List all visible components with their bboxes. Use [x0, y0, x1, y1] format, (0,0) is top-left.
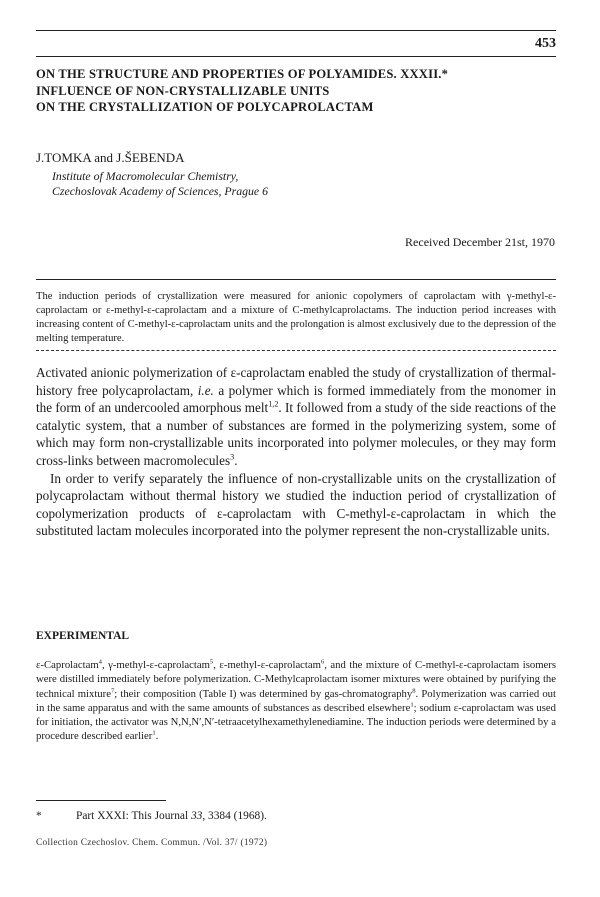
section-heading-experimental: EXPERIMENTAL: [36, 630, 130, 642]
footnote-rule: [36, 800, 166, 801]
authors: J.TOMKA and J.ŠEBENDA: [36, 150, 185, 165]
article-title: [36, 66, 566, 116]
body-paragraph-2: In order to verify separately the influence of non-crystallizable units on the crystallization of polycaprolactam without thermal history we studied the induction period of crystallization of copolymerization products of ε-caprolactam with C-methyl-ε-caprolactam in which the substituted lactam molecules incorporated into the polymer represent the non-crystallizable units.: [36, 470, 556, 539]
header-rule: [36, 30, 556, 31]
affiliation-line-1: Institute of Macromolecular Chemistry,: [52, 169, 239, 183]
affiliation: [52, 169, 268, 199]
page-number: 453: [535, 36, 556, 51]
abstract: The induction periods of crystallization were measured for anionic copolymers of caprolactam with γ-methyl-ε-caprolactam or ε-methyl-ε-caprolactam and a mixture of C-methylcaprolactams. The induction period increases with increasing content of C-methyl-ε-caprolactam units and the prolongation is almost exclusively due to the depression of the melting temperature.: [36, 291, 556, 344]
journal-footer: Collection Czechoslov. Chem. Commun. /Vol. 37/ (1972): [36, 838, 268, 848]
experimental-paragraph: ε-Caprolactam$^4$, γ-methyl-ε-caprolactam$^5$, ε-methyl-ε-caprolactam$^6$, and the mixture of C-methyl-ε-caprolactam isomers were distilled immediately before polymerization. C-Methylcaprolactam isomer mixtures were obtained by purifying the technical mixture$^7$; their composition (Table I) was determined by gas-chromatography$^8$. Polymerization was carried out in the same apparatus and with the same amounts of substances as described elsewhere$^1$; sodium ε-caprolactam was used for initiation, the activator was N,N,N′,N′-tetraacetylhexamethylenediamine. The induction periods were determined by a procedure described earlier$^1$.: [36, 658, 556, 743]
footnote-mark: *: [36, 810, 42, 822]
affiliation-line-2: Czechoslovak Academy of Sciences, Prague 6: [52, 184, 268, 198]
title-line-2: INFLUENCE OF NON-CRYSTALLIZABLE UNITS: [36, 83, 330, 98]
body-text: [36, 364, 556, 540]
title-line-1: ON THE STRUCTURE AND PROPERTIES OF POLYAMIDES. XXXII.*: [36, 67, 449, 81]
body-paragraph-1: Activated anionic polymerization of ε-caprolactam enabled the study of crystallization of thermal-history free polycaprolactam, i.e. a polymer which is formed immediately from the monomer in the form of an undercooled amorphous melt$^{1,2}$. It followed from a study of the side reactions of the catalytic system, that a number of substances are formed in the polymerizing system, some of which may form non-crystallizable units incorporated into polymer molecules, or they may form cross-links between macromolecules$^3$.: [36, 365, 557, 468]
abstract-bottom-rule: [36, 350, 556, 351]
footnote-text: Part XXXI: This Journal 33, 3384 (1968).: [76, 810, 267, 822]
received-date: Received December 21st, 1970: [405, 235, 555, 249]
title-line-3: ON THE CRYSTALLIZATION OF POLYCAPROLACTAM: [36, 100, 374, 114]
header-rule-lower: [36, 56, 556, 57]
abstract-top-rule: [36, 279, 556, 280]
